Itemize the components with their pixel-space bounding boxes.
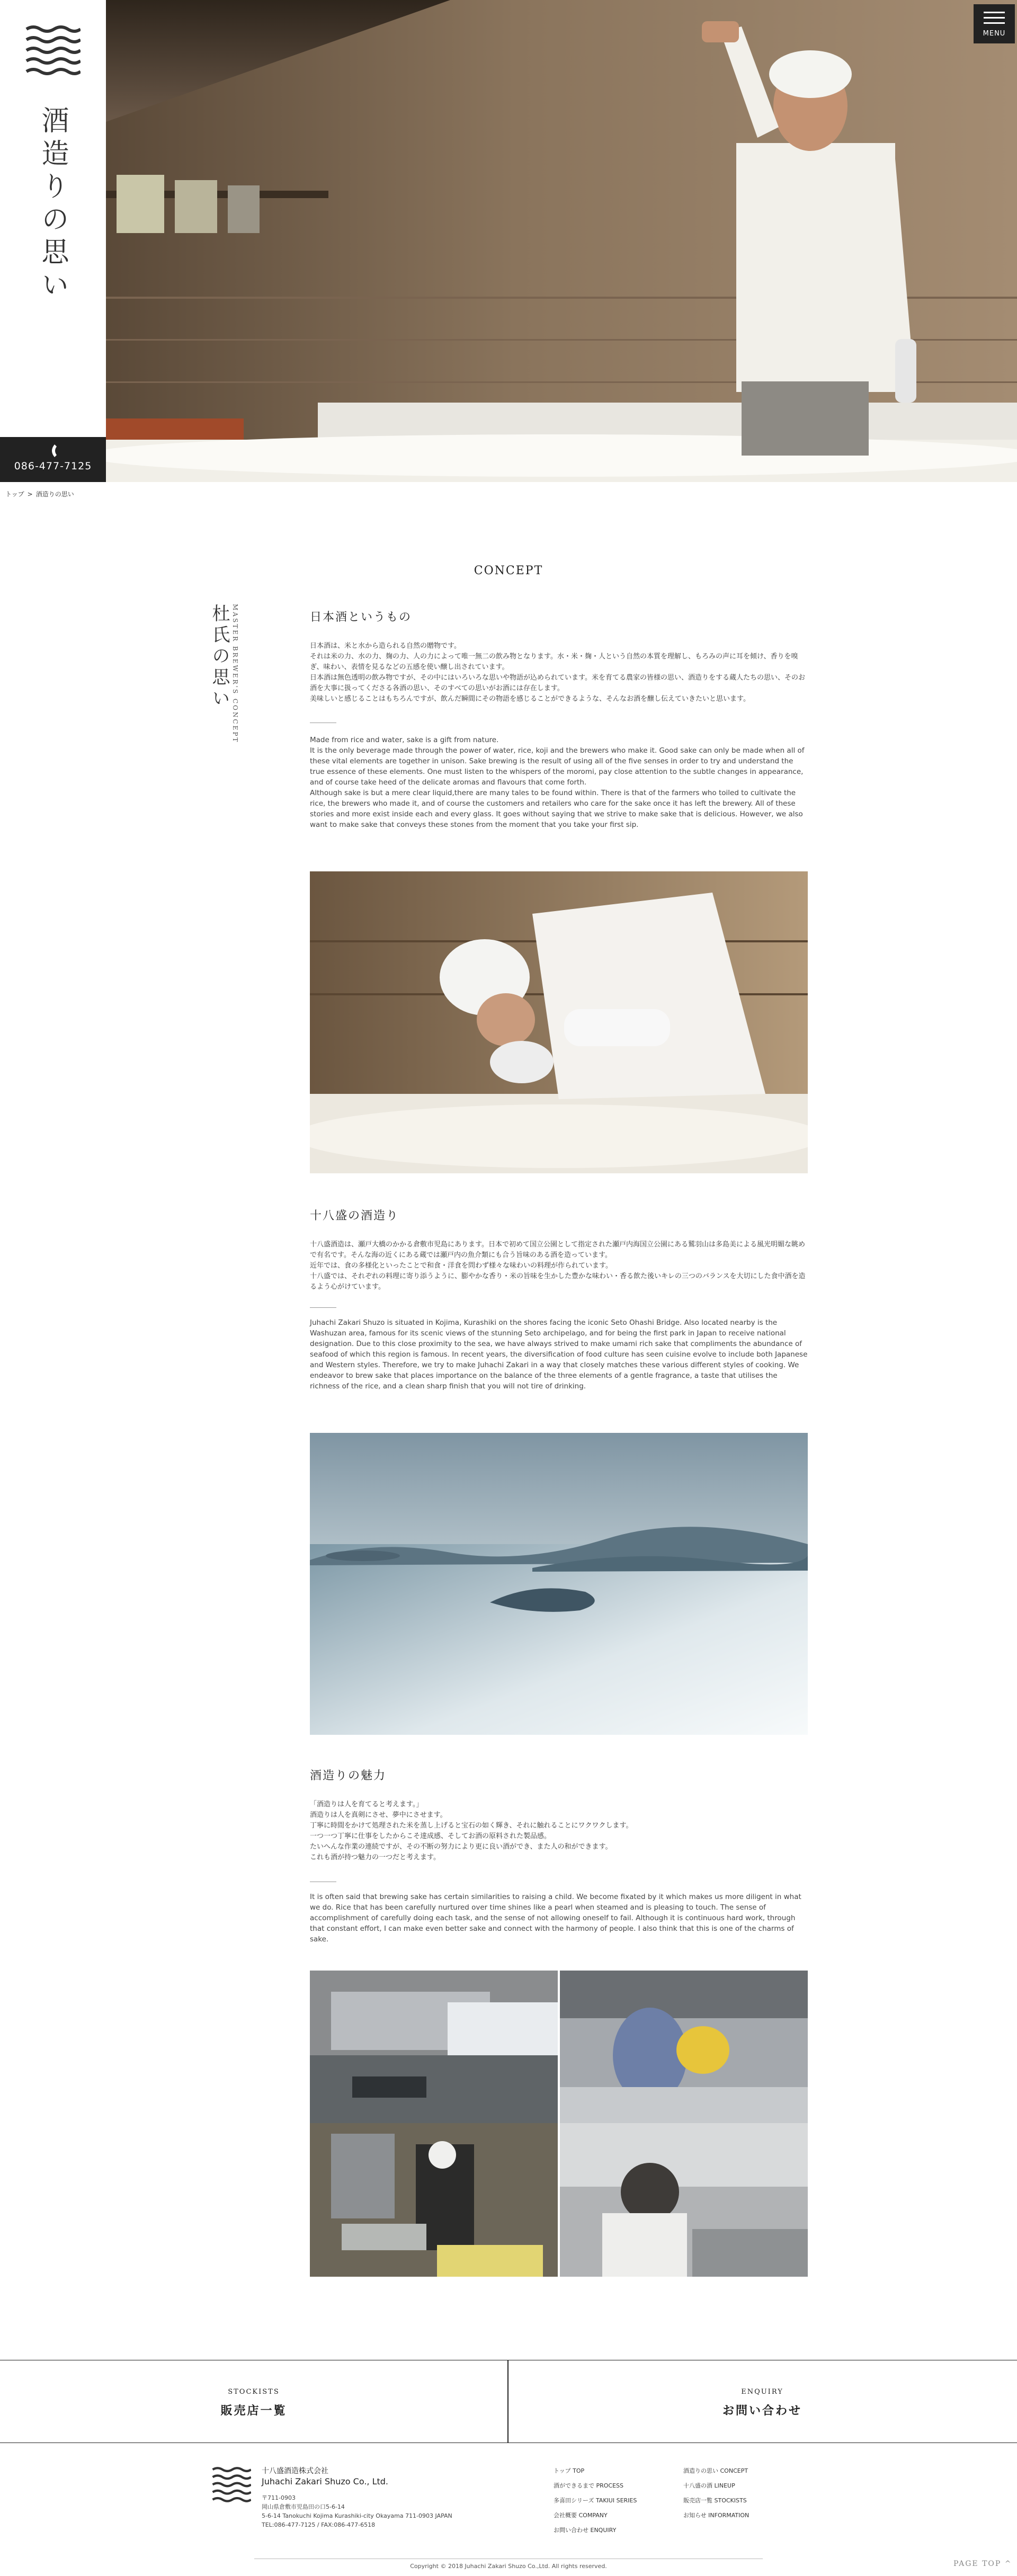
section-title-juhachi: 十八盛の酒造り	[310, 1209, 399, 1223]
footer-nav-concept[interactable]: 酒造りの思い CONCEPT	[683, 2467, 748, 2474]
grid-photo-pouring	[560, 1971, 808, 2124]
wave-logo-icon[interactable]	[25, 24, 81, 82]
menu-label: MENU	[983, 30, 1006, 38]
divider	[310, 1307, 336, 1308]
chevron-up-icon: ^	[1004, 2560, 1012, 2568]
stockists-label-jp: 販売店一覧	[220, 2404, 287, 2418]
section-body-en: Made from rice and water, sake is a gift from nature. It is the only beverage made through the power of water, rice, koji and the brewers who make it. Good sake can only be made when all of these vital elements are together in unison. Sake brewing is the result of using all of the five senses in order to try and understand the true essence of these elements. One must listen to the whispers of the moromi, pay close attention to the subtle changes in appearance, and of course take heed of the delicate aromas and flavours that come forth. Although sake is but a mere clear liquid,there are many tales to be found within. There is that of the farmers who toiled to cultivate the rice, the brewers who made it, and of course the customers and retailers who care for the sake once it has left the brewery. All of these stories and more exist inside each and every glass. It goes without saying that we strive to make sake that is delicious. However, we also want to make sake that conveys these stones from the moment that you take your first sip.	[310, 736, 805, 829]
grid-photo-brewery	[310, 1971, 558, 2124]
section-body-jp: 十八盛酒造は、瀬戸大橋のかかる倉敷市児島にあります。日本で初めて国立公園として指定された瀬戸内海国立公園にある鷲羽山は多島美による風光明媚な眺めで有名です。そんな海の近くにある蔵では瀬戸内の魚介類にも合う旨味のある酒を造っています。 近年では、食の多様化といったことで和食・洋食を問わず様々な味わいの料理が作られています。 十八盛では、それぞれの料理に寄り添うように、膨やかな香り・米の旨味を生かした豊かな味わい・香る飲た後いキレの三つのバランスを大切にした食中酒を造るよう心がけています。	[310, 1241, 806, 1291]
grid-photo-steam	[560, 2123, 808, 2277]
section-body-en: It is often said that brewing sake has certain similarities to raising a child. We become fixated by it which makes us more diligent in what we do. Rice that has been carefully nurtured over time shines like a pearl when steamed and is pleasing to touch. The sense of accomplishment of carefully doing each task, and the sense of not allowing oneself to fail. Although it is continuous hard work, through that constant effort, I can make even better sake and connect with the harmony of people. I also think that this is one of the charms of sake.	[310, 1893, 801, 1944]
footer-wave-logo-icon[interactable]	[212, 2466, 251, 2507]
hamburger-menu-icon	[984, 12, 1005, 13]
footer-nav-process[interactable]: 酒ができるまで PROCESS	[554, 2482, 624, 2489]
page-top-label: PAGE TOP	[953, 2560, 1002, 2568]
footer-nav-enquiry[interactable]: お問い合わせ ENQUIRY	[554, 2527, 617, 2534]
phone-icon	[48, 443, 58, 458]
side-panel	[0, 0, 106, 482]
footer-nav-company[interactable]: 会社概要 COMPANY	[554, 2512, 608, 2519]
page-top-button[interactable]	[953, 2560, 1012, 2568]
company-address: 〒711-0903 岡山県倉敷市児島田の口5-6-14 5-6-14 Tanokuchi Kojima Kurashiki-city Okayama 711-0903 JAPAN TEL:086-477-7125 / FAX:086-477-6518	[262, 2494, 452, 2528]
footer-nav-lineup[interactable]: 十八盛の酒 LINEUP	[683, 2482, 735, 2489]
breadcrumb-home[interactable]: トップ	[5, 491, 24, 498]
footer-nav-takiui[interactable]: 多喜田シリーズ TAKIUI SERIES	[554, 2497, 637, 2504]
footer-nav-information[interactable]: お知らせ INFORMATION	[683, 2512, 750, 2519]
enquiry-label-en: ENQUIRY	[741, 2388, 783, 2396]
section-vertical-title: 杜氏の思い	[209, 604, 230, 710]
concept-heading: CONCEPT	[474, 564, 543, 577]
footer-nav-stockists[interactable]: 販売店一覧 STOCKISTS	[683, 2497, 747, 2504]
breadcrumb-separator: >	[27, 491, 33, 498]
menu-button[interactable]	[974, 4, 1015, 43]
hero	[0, 0, 1017, 482]
breadcrumb-current: 酒造りの思い	[35, 491, 74, 498]
phone-box[interactable]	[0, 437, 106, 482]
section-vertical-subtitle: MASTER BREWER'S CONCEPT	[231, 604, 239, 744]
page-vertical-title: 酒造りの思い	[37, 106, 68, 303]
company-name-en: Juhachi Zakari Shuzo Co., Ltd.	[262, 2476, 389, 2486]
enquiry-label-jp: お問い合わせ	[722, 2404, 802, 2418]
hero-photo	[106, 0, 1017, 482]
cta-bar	[0, 2360, 1017, 2443]
copyright: Copyright © 2018 Juhachi Zakari Shuzo Co.,Ltd. All rights reserved.	[410, 2563, 607, 2570]
section-body-jp: 日本酒は、米と水から造られる自然の贈物です。 それは米の力、水の力、麹の力、人の力によって唯一無二の飲み物となります。水・米・麹・人という自然の本質を理解し、もろみの声に耳を傾け、香りを嗅ぎ、味わい、表情を見るなどの五感を使い醸し出されています。 日本酒は無色透明の飲み物ですが、その中にはいろいろな思いや物語が込められています。米を育てる農家の皆様の思い、酒造りをする蔵人たちの思い、そのお酒を大事に扱ってくださる各酒の思い、そのすべての思いがお酒には存在します。 美味しいと感じることはもちろんですが、飲んだ瞬間にその物語を感じることができるような、そんなお酒を醸し伝えていきたいと思います。	[310, 642, 805, 703]
hamburger-menu-icon-bar	[984, 17, 1005, 19]
section-title-nihonshu: 日本酒というもの	[310, 611, 412, 624]
section-title-miryoku: 酒造りの魅力	[310, 1769, 387, 1782]
brewer-rice-photo	[310, 871, 808, 1173]
hamburger-menu-icon-bar	[984, 22, 1005, 24]
breadcrumb	[5, 489, 74, 498]
phone-number[interactable]: 086-477-7125	[14, 460, 92, 472]
section-body-jp: 「酒造りは人を育てると考えます。」 酒造りは人を真剣にさせ、夢中にさせます。 丁寧に時間をかけて処理された米を蒸し上げると宝石の如く輝き、それに触れることにワクワクします。 一つ一つ丁寧に仕事をしたからこそ達成感、そしてお酒の原料された製品感。 たいへんな作業の連続ですが、その不断の努力により更に良い酒ができ、また人の和ができます。 これも酒が持つ魅力の一つだと考えます。	[310, 1800, 633, 1861]
seto-sea-photo	[310, 1433, 808, 1735]
section-body-en: Juhachi Zakari Shuzo is situated in Kojima, Kurashiki on the shores facing the iconic Seto Ohashi Bridge. Also located nearby is the Washuzan area, famous for its scenic views of the stunning Seto archipelago, and for being the first park in Japan to receive national designation. Due to this close proximity to the sea, we have always strived to make umami rich sake that compliments the abundance of seafood of which this region is famous. In recent years, the diversification of food culture has seen cuisine evolve to include both Japanese and Western styles. Therefore, we try to make Juhachi Zakari in a way that closely matches these various different styles of cooking. We endeavor to brew sake that places importance on the balance of the three elements of a gentle fragrance, a taste that utilises the richness of the rice, and a clean sharp finish that you will not tire of drinking.	[310, 1318, 808, 1390]
grid-photo-tanks	[310, 2123, 558, 2277]
stockists-link[interactable]	[0, 2360, 507, 2443]
footer-nav-top[interactable]: トップ TOP	[554, 2467, 585, 2474]
stockists-label-en: STOCKISTS	[228, 2388, 280, 2396]
company-name-jp: 十八盛酒造株式会社	[262, 2467, 328, 2475]
enquiry-link[interactable]	[508, 2360, 1016, 2443]
